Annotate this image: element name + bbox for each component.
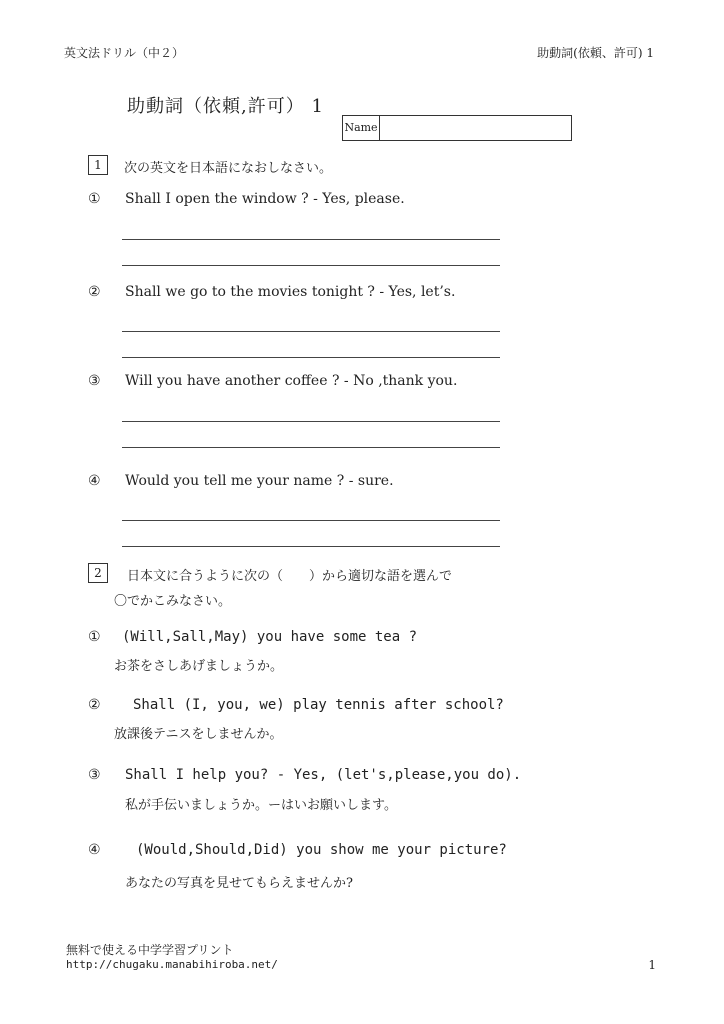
s2-item-1-english: (Will,Sall,May) you have some tea ? (122, 629, 418, 645)
s2-item-1-japanese: お茶をさしあげましょうか。 (114, 659, 284, 674)
section-2-number: 2 (88, 563, 108, 583)
s1-item-3-text: Will you have another coffee ? - No ,thank you. (125, 373, 458, 389)
s1-item-2-number: ② (88, 284, 101, 300)
name-label: Name (343, 116, 380, 140)
s1-item-1-number: ① (88, 191, 101, 207)
s1-item-3-answer-line-1[interactable] (122, 421, 500, 422)
s1-item-4-answer-line-2[interactable] (122, 546, 500, 547)
s1-item-1-answer-line-1[interactable] (122, 239, 500, 240)
s2-item-2-english: Shall (I, you, we) play tennis after school? (133, 697, 504, 713)
s1-item-2-text: Shall we go to the movies tonight ? - Yes, let’s. (125, 284, 456, 300)
section-1-number: 1 (88, 155, 108, 175)
footer-site-name: 無料で使える中学学習プリント (66, 943, 234, 957)
s2-item-2-japanese: 放課後テニスをしませんか。 (114, 727, 283, 742)
page-title: 助動詞（依頼,許可） 1 (127, 96, 324, 117)
s1-item-4-number: ④ (88, 473, 101, 489)
section-2-instruction-line-2: 〇でかこみなさい。 (114, 594, 232, 609)
s2-item-4-number: ④ (88, 842, 101, 858)
s2-item-3-english: Shall I help you? - Yes, (let's,please,you do). (125, 767, 522, 783)
footer-page-number: 1 (648, 958, 656, 972)
s1-item-4-text: Would you tell me your name ? - sure. (125, 473, 394, 489)
footer-url-link[interactable]: http://chugaku.manabihiroba.net/ (66, 958, 278, 971)
header-right-title: 助動詞(依頼、許可) 1 (537, 46, 654, 60)
s1-item-2-answer-line-2[interactable] (122, 357, 500, 358)
section-1-instruction: 次の英文を日本語になおしなさい。 (124, 161, 333, 176)
s2-item-4-english: (Would,Should,Did) you show me your picture? (136, 842, 507, 858)
s1-item-4-answer-line-1[interactable] (122, 520, 500, 521)
s1-item-1-answer-line-2[interactable] (122, 265, 500, 266)
name-field[interactable] (342, 115, 572, 141)
header-left-title: 英文法ドリル（中２） (64, 46, 185, 60)
s1-item-3-answer-line-2[interactable] (122, 447, 500, 448)
s2-item-2-number: ② (88, 697, 101, 713)
s2-item-1-number: ① (88, 629, 101, 645)
s2-item-3-japanese: 私が手伝いましょうか。ーはいお願いします。 (125, 798, 397, 813)
s2-item-4-japanese: あなたの写真を見せてもらえませんか? (125, 876, 353, 891)
s1-item-1-text: Shall I open the window ? - Yes, please. (125, 191, 405, 207)
s1-item-2-answer-line-1[interactable] (122, 331, 500, 332)
s2-item-3-number: ③ (88, 767, 101, 783)
section-2-instruction-line-1: 日本文に合うように次の（ ）から適切な語を選んで (127, 569, 453, 584)
s1-item-3-number: ③ (88, 373, 101, 389)
